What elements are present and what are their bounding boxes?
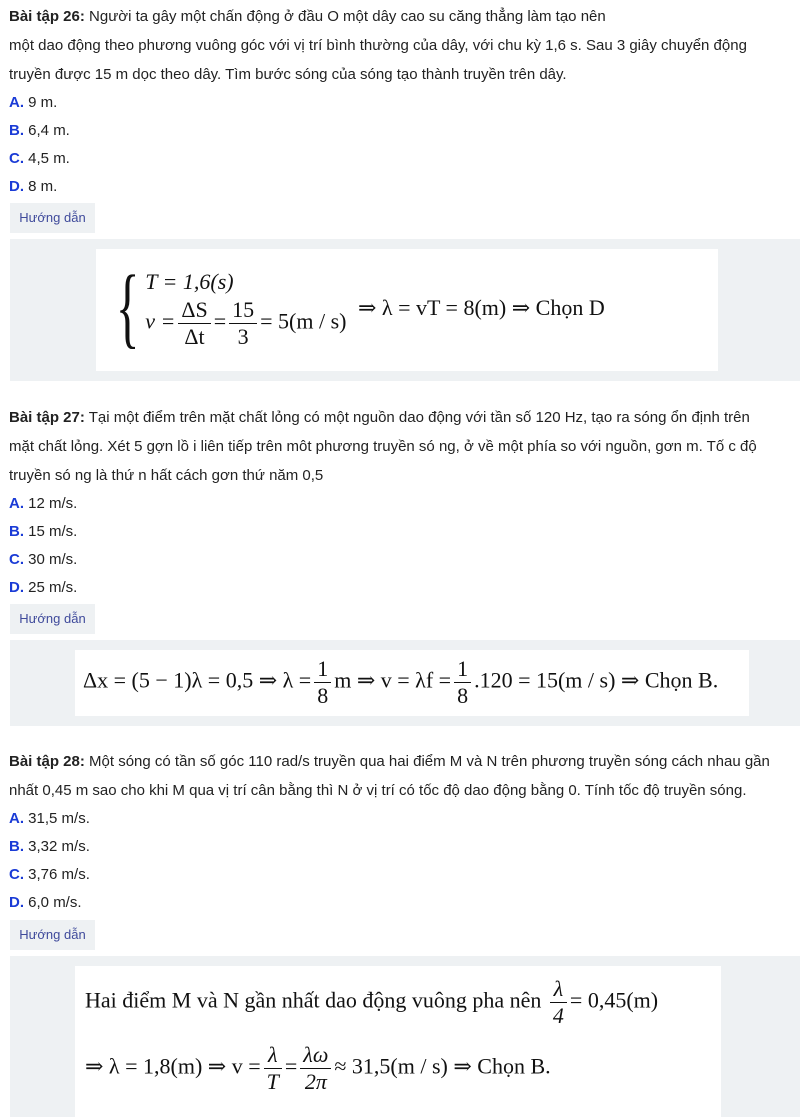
problem-26 bbox=[9, 2, 795, 201]
hint-button-27[interactable]: Hướng dẫn bbox=[10, 604, 95, 634]
problem-26-label: Bài tập 26: bbox=[9, 8, 85, 25]
problem-28-line-2: nhất 0,45 m sao cho khi M qua vị trí cân bằng thì N ở vị trí có tốc độ dao động bằng 0. Tính tốc độ truyền sóng. bbox=[9, 782, 747, 799]
problem-27-line-2: mặt chất lỏng. Xét 5 gợn lồ i liên tiếp trên môt phương truyền só ng, ở về một phía so với nguồn, gơn m. Tố c độ bbox=[9, 438, 757, 455]
option-a bbox=[9, 89, 795, 117]
brace-icon: { bbox=[115, 258, 140, 357]
option-letter: C. bbox=[9, 866, 24, 883]
problem-26-statement bbox=[9, 2, 795, 89]
option-letter: D. bbox=[9, 894, 24, 911]
solution-formula-26 bbox=[96, 249, 718, 371]
option-d bbox=[9, 889, 795, 917]
fraction: $\frac{\lambda}{4}$ bbox=[550, 976, 567, 1029]
option-text: 3,32 m/s. bbox=[28, 838, 90, 855]
problem-27-line-3: truyền só ng là thứ n hất cách gơn thứ năm 0,5 bbox=[9, 467, 324, 484]
hint-button-28[interactable]: Hướng dẫn bbox=[10, 920, 95, 950]
option-letter: B. bbox=[9, 122, 24, 139]
fraction: $\frac{\lambda}{T}$ bbox=[264, 1042, 282, 1095]
problem-27 bbox=[9, 403, 795, 602]
wavelength-speed-equation: Δx = (5 − 1)λ = 0,5 ⇒ λ = $\frac{1}{8}$ m ⇒ v = λf = $\frac{1}{8}$ .120 = 15(m / s) ⇒ Chọn B. bbox=[83, 656, 719, 708]
option-letter: A. bbox=[9, 94, 24, 111]
option-c bbox=[9, 145, 795, 173]
option-b bbox=[9, 117, 795, 145]
option-letter: A. bbox=[9, 495, 24, 512]
problem-27-label: Bài tập 27: bbox=[9, 409, 85, 426]
hint-button-26[interactable]: Hướng dẫn bbox=[10, 203, 95, 233]
option-text: 30 m/s. bbox=[28, 551, 78, 568]
option-d bbox=[9, 574, 795, 602]
option-text: 12 m/s. bbox=[28, 495, 78, 512]
option-letter: B. bbox=[9, 523, 24, 540]
velocity-lhs: v = bbox=[145, 308, 176, 334]
problem-28-options bbox=[9, 805, 795, 917]
fraction: $\frac{1}{8}$ bbox=[454, 656, 471, 709]
fraction: $\frac{1}{8}$ bbox=[314, 656, 331, 709]
option-letter: D. bbox=[9, 178, 24, 195]
problem-26-line-1: Người ta gây một chấn động ở đầu O một dây cao su căng thẳng làm tạo nên bbox=[89, 8, 606, 25]
problem-28-label: Bài tập 28: bbox=[9, 753, 85, 770]
option-text: 4,5 m. bbox=[28, 150, 70, 167]
period-equation: T = 1,6(s) bbox=[145, 268, 234, 294]
option-text: 6,0 m/s. bbox=[28, 894, 82, 911]
speed-result: ⇒ λ = 1,8(m) ⇒ v = $\frac{\lambda}{T}$ = $\frac{\lambda\omega}{2\pi}$ ≈ 31,5(m / s) ⇒ Chọn B. bbox=[85, 1042, 551, 1094]
velocity-equation: v = $\frac{\Delta S}{\Delta t}$ = $\frac{15}{3}$ = 5(m / s) bbox=[145, 296, 347, 349]
solution-box-27 bbox=[10, 640, 800, 726]
option-text: 15 m/s. bbox=[28, 523, 78, 540]
option-letter: D. bbox=[9, 579, 24, 596]
option-d bbox=[9, 173, 795, 201]
option-text: 6,4 m. bbox=[28, 122, 70, 139]
problem-28-line-1: Một sóng có tần số góc 110 rad/s truyền qua hai điểm M và N trên phương truyền sóng cách nhau gần bbox=[89, 753, 770, 770]
option-text: 3,76 m/s. bbox=[28, 866, 90, 883]
solution-box-26 bbox=[10, 239, 800, 381]
problem-28-statement bbox=[9, 747, 795, 805]
option-c bbox=[9, 546, 795, 574]
option-letter: A. bbox=[9, 810, 24, 827]
phase-condition: Hai điểm M và N gần nhất dao động vuông pha nên $\frac{\lambda}{4}$ = 0,45(m) bbox=[85, 976, 659, 1028]
option-text: 9 m. bbox=[28, 94, 58, 111]
solution-box-28 bbox=[10, 956, 800, 1117]
equation-system bbox=[106, 258, 347, 357]
option-b bbox=[9, 518, 795, 546]
option-letter: C. bbox=[9, 551, 24, 568]
velocity-rhs: = 5(m / s) bbox=[260, 308, 347, 334]
option-text: 25 m/s. bbox=[28, 579, 78, 596]
fraction: $\frac{\Delta S}{\Delta t}$ bbox=[178, 297, 210, 350]
problem-28 bbox=[9, 747, 795, 917]
option-letter: B. bbox=[9, 838, 24, 855]
solution-formula-28 bbox=[75, 966, 721, 1117]
fraction: $\frac{\lambda\omega}{2\pi}$ bbox=[300, 1042, 331, 1095]
fraction: $\frac{15}{3}$ bbox=[229, 297, 257, 350]
option-a bbox=[9, 490, 795, 518]
option-c bbox=[9, 861, 795, 889]
option-letter: C. bbox=[9, 150, 24, 167]
problem-26-line-3: truyền được 15 m dọc theo dây. Tìm bước sóng của sóng tạo thành truyền trên dây. bbox=[9, 66, 567, 83]
wavelength-result: ⇒ λ = vT = 8(m) ⇒ Chọn D bbox=[358, 295, 605, 320]
option-text: 31,5 m/s. bbox=[28, 810, 90, 827]
solution-formula-27 bbox=[75, 650, 749, 716]
problem-27-statement bbox=[9, 403, 795, 490]
option-a bbox=[9, 805, 795, 833]
problem-26-options bbox=[9, 89, 795, 201]
option-text: 8 m. bbox=[28, 178, 58, 195]
problem-27-line-1: Tại một điểm trên mặt chất lỏng có một nguồn dao động với tần số 120 Hz, tạo ra sóng ổn định trên bbox=[88, 409, 750, 426]
problem-26-line-2: một dao động theo phương vuông góc với vị trí bình thường của dây, với chu kỳ 1,6 s. Sau 3 giây chuyển động bbox=[9, 37, 747, 54]
problem-27-options bbox=[9, 490, 795, 602]
option-b bbox=[9, 833, 795, 861]
